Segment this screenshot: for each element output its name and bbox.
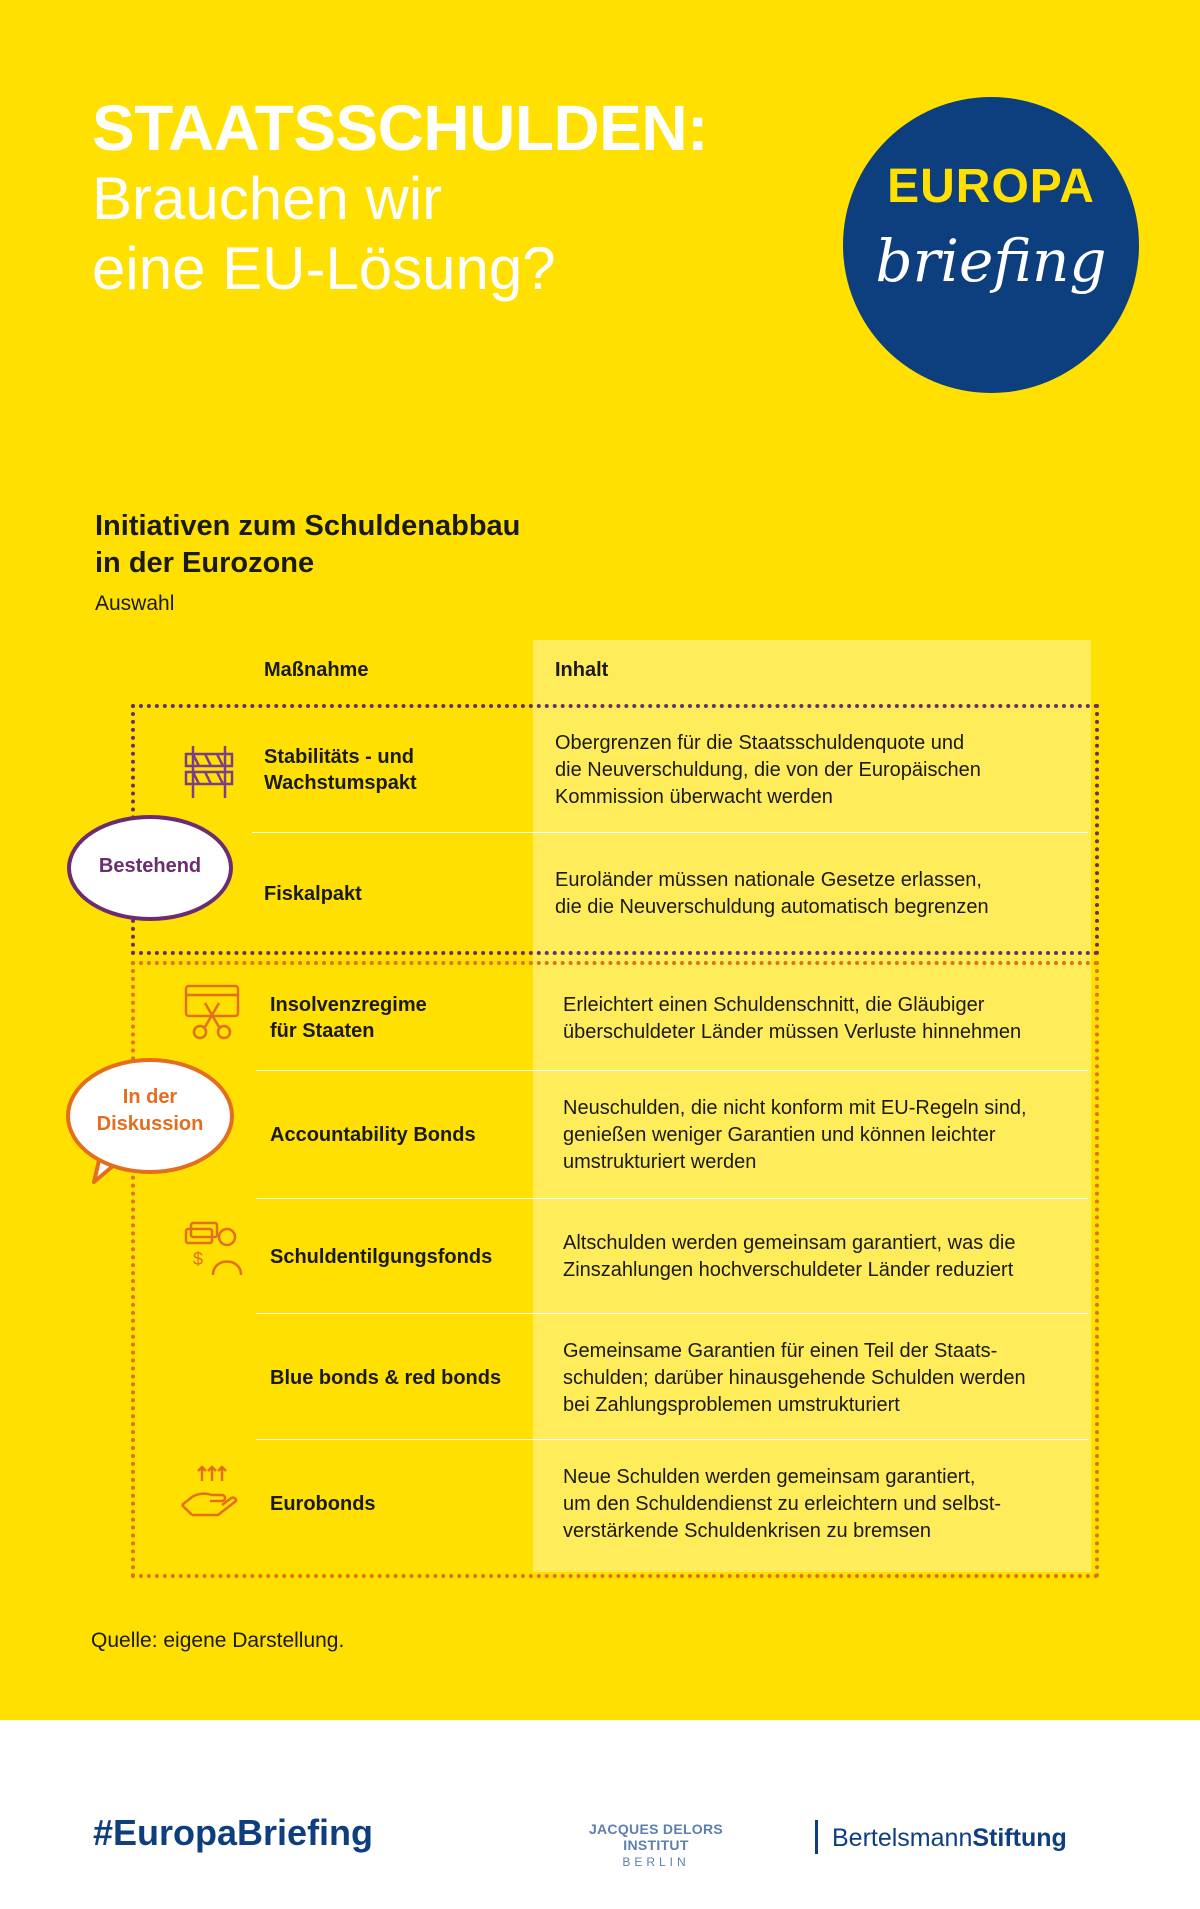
heading-line-2: in der Eurozone — [95, 547, 315, 579]
measure-description — [563, 1464, 1001, 1545]
description-line: Zinszahlungen hochverschuldeter Länder reduziert — [563, 1259, 1014, 1281]
group-existing-text: Bestehend — [98, 855, 202, 877]
jdi-city: BERLIN — [622, 1855, 690, 1869]
group-discussion-text — [70, 1084, 230, 1138]
measure-name-line: Wachstumspakt — [264, 772, 417, 794]
description-line: umstrukturiert werden — [563, 1151, 757, 1173]
measure-name — [264, 744, 417, 796]
row-separator — [256, 1439, 1088, 1440]
description-line: Obergrenzen für die Staatsschuldenquote und — [555, 732, 965, 754]
description-line: die Neuverschuldung, die von der Europäischen — [555, 759, 981, 781]
group-existing-label — [67, 815, 233, 921]
description-line: Kommission überwacht werden — [555, 786, 833, 808]
description-line: um den Schuldendienst zu erleichtern und selbst- — [563, 1493, 1002, 1515]
measure-name — [264, 881, 362, 907]
heading-subtitle: Auswahl — [95, 592, 175, 615]
group-discussion-line-1: In der — [122, 1086, 178, 1108]
bertelsmann-stiftung-logo — [832, 1824, 1067, 1853]
description-line: schulden; darüber hinausgehende Schulden werden — [563, 1367, 1026, 1389]
measure-description — [563, 1338, 1026, 1419]
title-line-3: eine EU-Lösung? — [92, 235, 556, 302]
group-discussion-label — [66, 1058, 234, 1174]
description-line: verstärkende Schuldenkrisen zu bremsen — [563, 1520, 931, 1542]
measure-name-line: Eurobonds — [270, 1493, 376, 1515]
hand-arrows-icon — [178, 1463, 240, 1523]
measure-description — [563, 1230, 1015, 1284]
measure-name-line: Schuldentilgungsfonds — [270, 1246, 493, 1268]
description-line: die die Neuverschuldung automatisch begrenzen — [555, 896, 989, 918]
title-bold: STAATSSCHULDEN: — [92, 92, 708, 164]
measure-description — [555, 730, 981, 811]
jacques-delors-institut-logo — [556, 1821, 756, 1869]
measure-name-line: für Staaten — [270, 1020, 375, 1042]
description-line: genießen weniger Garantien und können leichter — [563, 1124, 996, 1146]
source-note: Quelle: eigene Darstellung. — [91, 1629, 345, 1652]
page-title — [92, 92, 708, 304]
row-separator — [256, 1198, 1088, 1199]
description-line: Euroländer müssen nationale Gesetze erlassen, — [555, 869, 982, 891]
measure-name — [270, 992, 427, 1044]
row-separator — [256, 1313, 1088, 1314]
measure-name-line: Fiskalpakt — [264, 883, 362, 905]
description-line: Gemeinsame Garantien für einen Teil der Staats- — [563, 1340, 998, 1362]
measure-name — [270, 1491, 376, 1517]
logo-word: EUROPA — [887, 160, 1095, 213]
europa-briefing-logo — [843, 97, 1139, 393]
description-line: bei Zahlungsproblemen umstrukturiert — [563, 1394, 900, 1416]
money-person-icon — [183, 1217, 245, 1279]
logo-script: briefing — [875, 227, 1107, 295]
bs-bold: Stiftung — [972, 1824, 1067, 1852]
svg-text:$: $ — [193, 1249, 204, 1269]
row-separator — [252, 832, 1088, 833]
description-line: Neuschulden, die nicht konform mit EU-Regeln sind, — [563, 1097, 1027, 1119]
description-line: Neue Schulden werden gemeinsam garantiert, — [563, 1466, 976, 1488]
measure-name-line: Blue bonds & red bonds — [270, 1367, 502, 1389]
jdi-name: JACQUES DELORS INSTITUT — [588, 1821, 724, 1853]
measure-description — [555, 867, 989, 921]
barrier-icon — [183, 744, 235, 800]
measure-name — [270, 1365, 501, 1391]
measure-name — [270, 1244, 492, 1270]
description-line: überschuldeter Länder müssen Verluste hinnehmen — [563, 1021, 1022, 1043]
logo-divider — [815, 1820, 818, 1854]
row-separator — [256, 1070, 1088, 1071]
title-line-2: Brauchen wir — [92, 165, 443, 232]
measure-description — [563, 992, 1021, 1046]
measure-name-line: Insolvenzregime — [270, 994, 427, 1016]
hashtag: #EuropaBriefing — [93, 1812, 374, 1853]
measure-name-line: Accountability Bonds — [270, 1124, 476, 1146]
bs-regular: Bertelsmann — [832, 1824, 973, 1852]
description-line: Erleichtert einen Schuldenschnitt, die Gläubiger — [563, 994, 985, 1016]
column-header-content: Inhalt — [555, 659, 609, 681]
measure-description — [563, 1095, 1027, 1176]
measure-name-line: Stabilitäts - und — [264, 746, 414, 768]
infographic-heading — [95, 508, 520, 616]
column-header-measure: Maßnahme — [264, 659, 369, 681]
group-discussion-line-2: Diskussion — [96, 1113, 204, 1135]
card-scissors-icon — [183, 983, 241, 1041]
description-line: Altschulden werden gemeinsam garantiert, was die — [563, 1232, 1016, 1254]
heading-line-1: Initiativen zum Schuldenabbau — [95, 510, 521, 542]
measure-name — [270, 1122, 476, 1148]
